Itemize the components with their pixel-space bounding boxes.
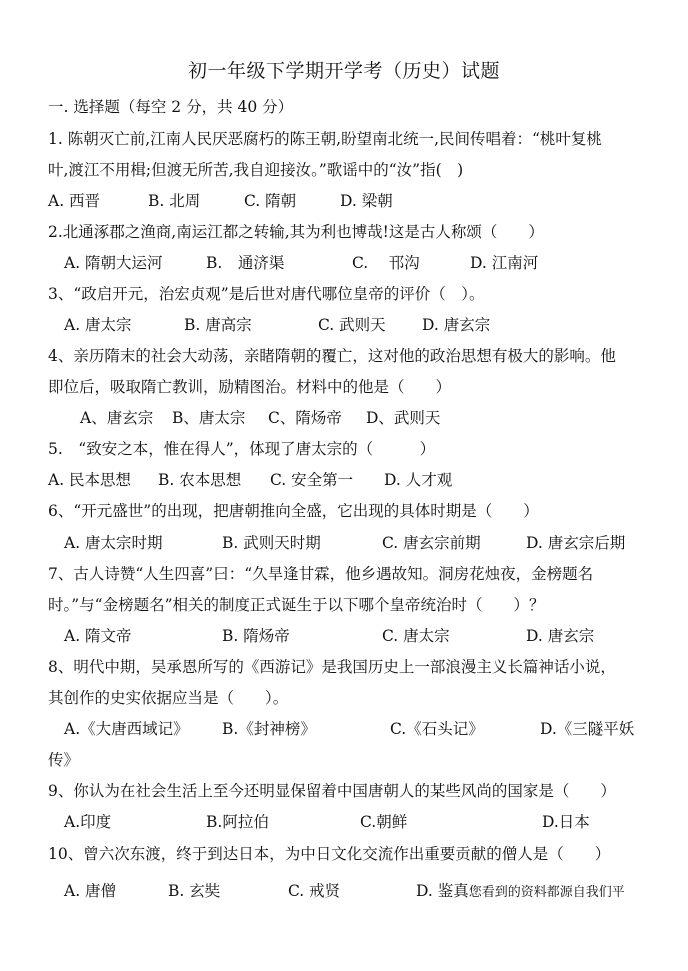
question-9-option-d: D.日本 — [542, 813, 590, 831]
question-6-option-d: D. 唐玄宗后期 — [526, 534, 626, 552]
question-7-option-a: A. 隋文帝 — [64, 627, 132, 645]
question-3-option-d: D. 唐玄宗 — [422, 316, 491, 334]
question-7-option-b: B. 隋炀帝 — [222, 627, 290, 645]
question-9-option-b: B.阿拉伯 — [206, 813, 269, 831]
question-1-option-d: D. 梁朝 — [340, 192, 393, 210]
question-10-option-a: A. 唐僧 — [64, 882, 117, 900]
question-3-option-c: C. 武则天 — [318, 316, 386, 334]
question-5-option-b: B. 农本思想 — [158, 471, 242, 489]
question-4-option-d: D、武则天 — [366, 409, 441, 427]
question-5-stem-line-1: 5. “致安之本，惟在得人”，体现了唐太宗的（ ） — [48, 440, 436, 458]
question-6-option-c: C. 唐玄宗前期 — [382, 534, 481, 552]
question-8-option-d: D.《三隧平妖 — [540, 720, 635, 738]
question-8-option-b: B.《封神榜》 — [222, 720, 316, 738]
question-7-stem-line-2: 时。”与“金榜题名”相关的制度正式诞生于以下哪个皇帝统治时（ ）？ — [48, 596, 545, 614]
question-4-stem-line-1: 4、亲历隋末的社会大动荡，亲睹隋朝的覆亡，这对他的政治思想有极大的影响。他 — [48, 347, 616, 365]
question-6-option-b: B. 武则天时期 — [222, 534, 321, 552]
question-6-option-a: A. 唐太宗时期 — [64, 534, 163, 552]
question-2-option-c: C. 邗沟 — [352, 254, 420, 272]
question-5-option-c: C. 安全第一 — [270, 471, 354, 489]
question-4-option-b: B、唐太宗 — [172, 409, 246, 427]
question-10-stem-line-1: 10、曾六次东渡，终于到达日本，为中日文化交流作出重要贡献的僧人是（ ） — [48, 845, 611, 863]
question-4-option-a: A、唐玄宗 — [80, 409, 154, 427]
question-6-stem-line-1: 6、“开元盛世”的出现，把唐朝推向全盛，它出现的具体时期是（ ） — [48, 502, 539, 520]
question-2-option-d: D. 江南河 — [470, 254, 539, 272]
question-3-stem-line-1: 3、“政启开元，治宏贞观”是后世对唐代哪位皇帝的评价（ ）。 — [48, 285, 485, 303]
question-10-option-d-label: D. 鉴真 — [416, 882, 469, 900]
question-7-option-d: D. 唐玄宗 — [526, 627, 595, 645]
question-8-option-a: A.《大唐西域记》 — [64, 720, 189, 738]
section-heading: 一. 选择题（每空 2 分，共 40 分） — [48, 98, 294, 116]
question-5-option-a: A. 民本思想 — [48, 471, 132, 489]
question-2-stem-line-1: 2.北通涿郡之渔商,南运江都之转输,其为利也博哉!这是古人称颂（ ） — [48, 223, 544, 241]
question-1-option-b: B. 北周 — [148, 192, 201, 210]
question-8-option-d-wrap: 传》 — [48, 751, 80, 769]
question-1-stem-line-1: 1. 陈朝灭亡前,江南人民厌恶腐朽的陈王朝,盼望南北统一,民间传唱着：“桃叶复桃 — [48, 130, 602, 148]
question-4-stem-line-2: 即位后，吸取隋亡教训，励精图治。材料中的他是（ ） — [48, 378, 452, 396]
question-8-stem-line-1: 8、明代中期，吴承恩所写的《西游记》是我国历史上一部浪漫主义长篇神话小说， — [48, 658, 616, 676]
question-3-option-a: A. 唐太宗 — [64, 316, 132, 334]
question-1-stem-line-2: 叶,渡江不用楫;但渡无所苦,我自迎接汝。”歌谣中的“汝”指( ) — [48, 161, 464, 179]
overflow-footer-text: 您看到的资料都源自我们平 — [468, 885, 625, 900]
question-8-stem-line-2: 其创作的史实依据应当是（ ）。 — [48, 689, 289, 707]
question-10-option-c: C. 戒贤 — [288, 882, 341, 900]
question-2-option-b: B. 通济渠 — [206, 254, 285, 272]
question-10-option-b: B. 玄奘 — [168, 882, 221, 900]
question-8-option-c: C.《石头记》 — [390, 720, 484, 738]
question-5-option-d: D. 人才观 — [384, 471, 453, 489]
question-7-option-c: C. 唐太宗 — [382, 627, 450, 645]
question-10-option-d — [416, 881, 625, 903]
question-3-option-b: B. 唐高宗 — [184, 316, 252, 334]
question-1-option-c: C. 隋朝 — [244, 192, 297, 210]
question-7-stem-line-1: 7、古人诗赞“人生四喜”曰：“久旱逢甘霖，他乡遇故知。洞房花烛夜，金榜题名 — [48, 565, 594, 583]
question-9-option-c: C.朝鲜 — [360, 813, 408, 831]
question-9-option-a: A.印度 — [64, 813, 112, 831]
question-9-stem-line-1: 9、你认为在社会生活上至今还明显保留着中国唐朝人的某些风尚的国家是（ ） — [48, 782, 616, 800]
question-1-option-a: A. 西晋 — [48, 192, 101, 210]
question-4-option-c: C、隋炀帝 — [268, 409, 342, 427]
question-2-option-a: A. 隋朝大运河 — [64, 254, 163, 272]
exam-title: 初一年级下学期开学考（历史）试题 — [187, 60, 500, 82]
